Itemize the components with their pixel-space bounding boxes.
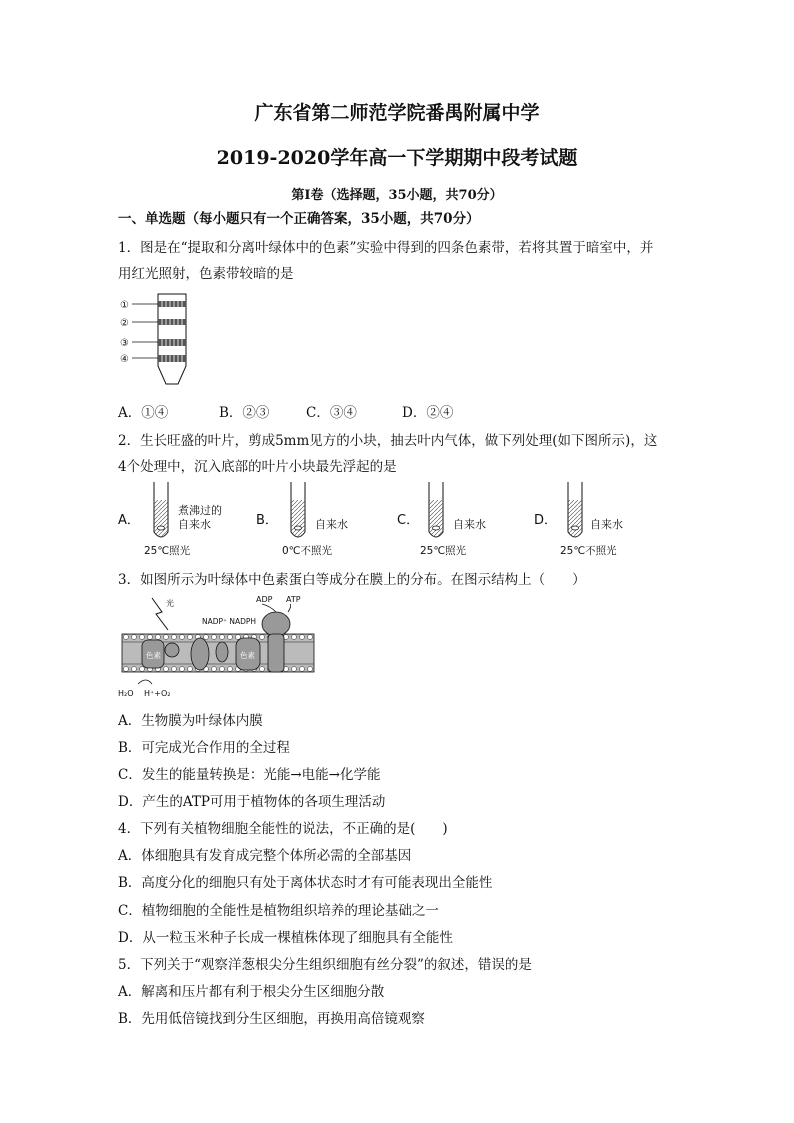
water-label: H₂O: [118, 689, 134, 698]
tube-b-condition: 0℃不照光: [282, 545, 332, 557]
thylakoid-membrane-diagram: [118, 590, 318, 702]
tube-a-water-line-1: 煮沸过的: [178, 504, 222, 517]
q3-stem: 3．如图所示为叶绿体中色素蛋白等成分在膜上的分布。在图示结构上（ ）: [118, 572, 586, 588]
pigment-bands: [158, 301, 186, 362]
q4-option-a: A．体细胞具有发育成完整个体所必需的全部基因: [118, 848, 412, 864]
q4-stem: 4．下列有关植物细胞全能性的说法，不正确的是( ): [118, 821, 448, 837]
q1-stem-line-1: 1．图是在“提取和分离叶绿体中的色素”实验中得到的四条色素带，若将其置于暗室中，并: [118, 240, 654, 256]
band-label-3: ③: [120, 338, 129, 349]
tube-a-water-line-2: 自来水: [178, 518, 211, 531]
atp-label: ATP: [286, 595, 301, 604]
q3-option-b: B．可完成光合作用的全过程: [118, 740, 290, 756]
title-line-1: 广东省第二师范学院番禺附属中学: [254, 102, 540, 124]
pigment-label-2: 色素: [240, 651, 255, 660]
q1-option-a: A．①④: [118, 405, 169, 421]
adp-label: ADP: [256, 595, 273, 604]
title-line-2: 2019-2020学年高一下学期期中段考试题: [216, 147, 578, 169]
q1-stem-line-2: 用红光照射，色素带较暗的是: [118, 266, 294, 282]
tube-a-condition: 25℃照光: [144, 545, 191, 557]
tube-b-letter: B．: [256, 513, 278, 528]
q4-option-b: B．高度分化的细胞只有处于离体状态时才有可能表现出全能性: [118, 875, 493, 891]
tube-d-condition: 25℃不照光: [560, 545, 617, 557]
tube-d-water-line-2: 自来水: [590, 518, 623, 531]
q5-option-b: B．先用低倍镜找到分生区细胞，再换用高倍镜观察: [118, 1011, 425, 1027]
tube-a-letter: A．: [118, 513, 140, 528]
q3-option-a: A．生物膜为叶绿体内膜: [118, 713, 263, 729]
pigment-label-1: 色素: [146, 651, 161, 660]
band-label-1: ①: [120, 300, 129, 311]
q3-option-d: D．产生的ATP可用于植物体的各项生理活动: [118, 794, 386, 810]
tube-b-water-line-2: 自来水: [315, 518, 348, 531]
light-label: 光: [166, 599, 174, 608]
q4-option-d: D．从一粒玉米种子长成一棵植株体现了细胞具有全能性: [118, 930, 453, 946]
nadp-label: NADP⁺ NADPH: [202, 617, 257, 626]
test-tube-diagram: [114, 480, 644, 560]
q3-option-c: C．发生的能量转换是：光能→电能→化学能: [118, 767, 381, 783]
chromatography-strip-diagram: [118, 292, 198, 388]
tube-c-condition: 25℃照光: [420, 545, 467, 557]
band-label-4: ④: [120, 354, 129, 365]
part-label: 第I卷（选择题，35小题，共70分）: [291, 188, 503, 203]
tube-d-letter: D．: [534, 513, 558, 528]
q4-option-c: C．植物细胞的全能性是植物组织培养的理论基础之一: [118, 903, 439, 919]
q5-stem: 5．下列关于“观察洋葱根尖分生组织细胞有丝分裂”的叙述，错误的是: [118, 957, 532, 973]
q1-option-c: C．③④: [306, 405, 357, 421]
q2-stem-line-2: 4个处理中，沉入底部的叶片小块最先浮起的是: [118, 459, 397, 475]
tube-c-letter: C．: [397, 513, 420, 528]
q1-option-d: D．②④: [402, 405, 454, 421]
band-label-2: ②: [120, 318, 129, 329]
q2-stem-line-1: 2．生长旺盛的叶片，剪成5mm见方的小块，抽去叶内气体，做下列处理(如下图所示)，这: [118, 433, 658, 449]
section-label: 一、单选题（每小题只有一个正确答案，35小题，共70分）: [118, 211, 480, 227]
q1-option-b: B．②③: [219, 405, 270, 421]
tube-c-water-line-2: 自来水: [453, 518, 486, 531]
q5-option-a: A．解离和压片都有利于根尖分生区细胞分散: [118, 984, 385, 1000]
products-label: H⁺+O₂: [144, 689, 171, 698]
